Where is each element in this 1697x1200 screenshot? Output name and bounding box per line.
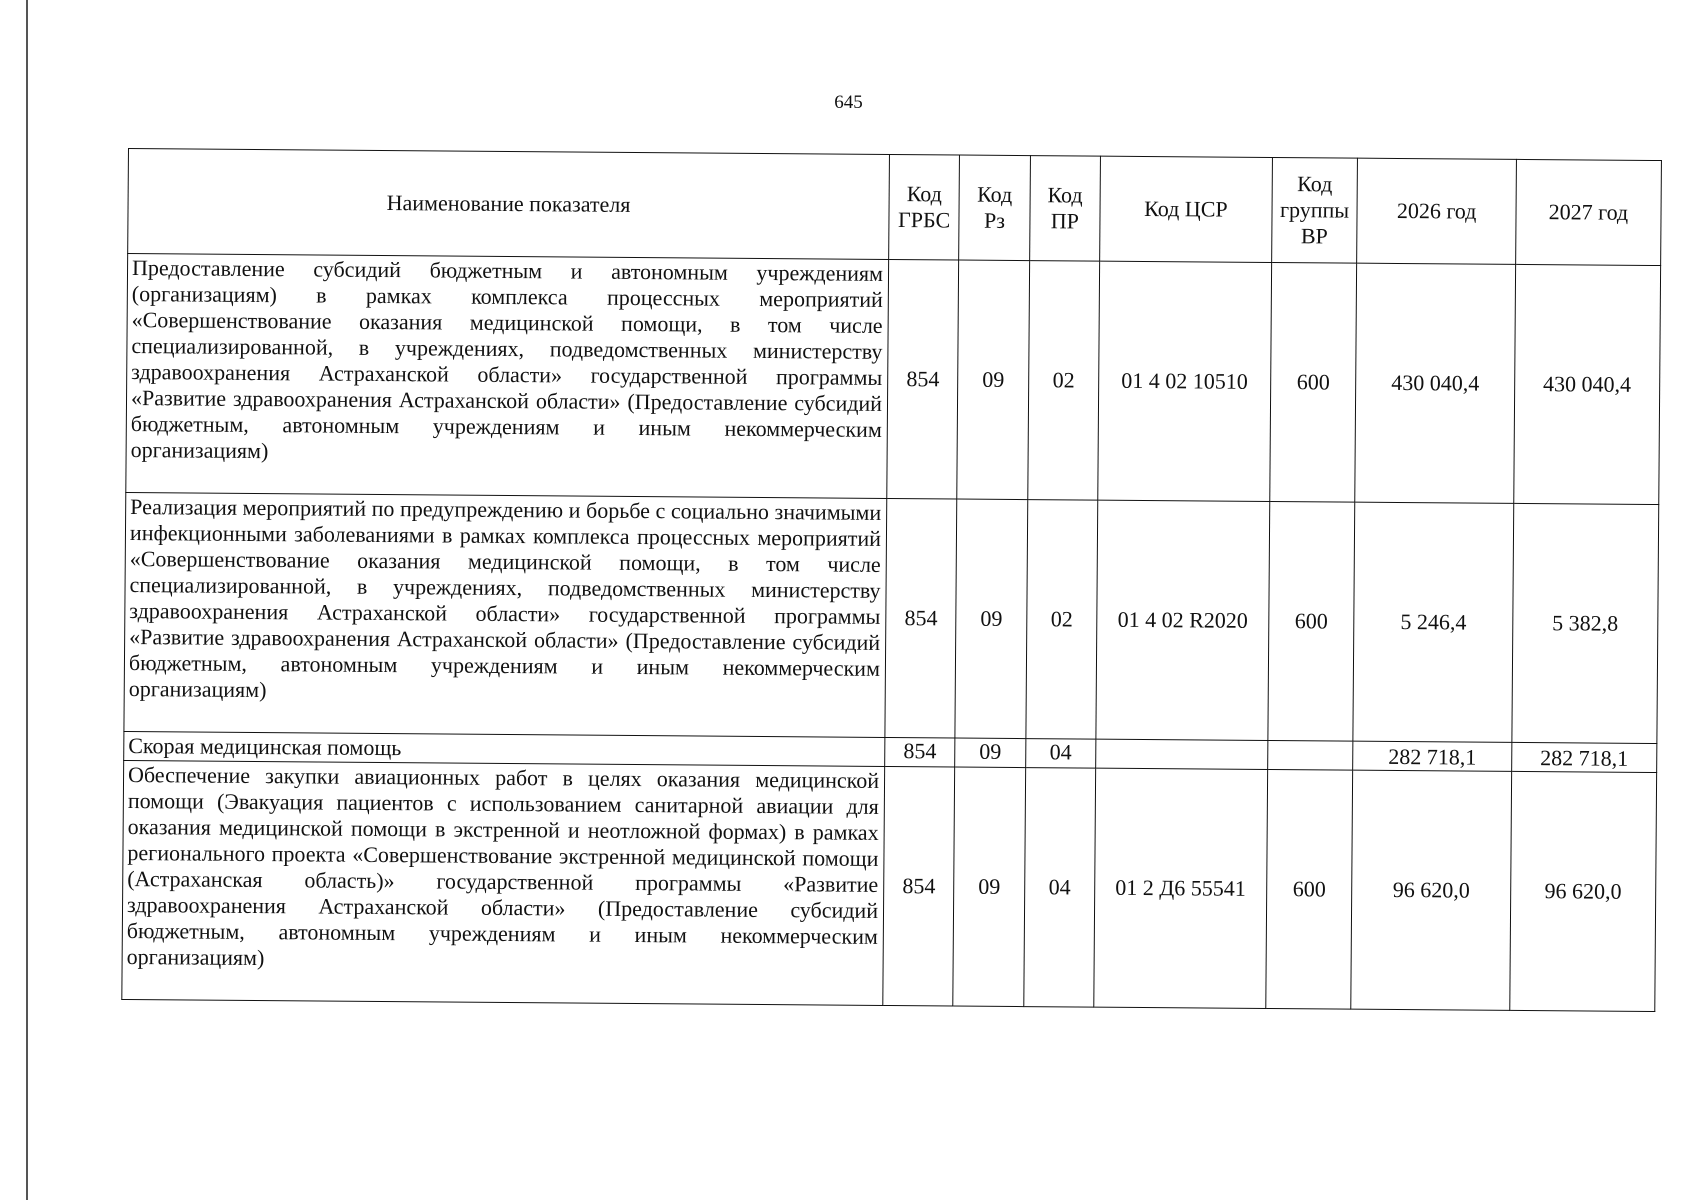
header-grbs: Код ГРБС	[889, 154, 960, 260]
row-grbs: 854	[887, 259, 959, 499]
header-row	[128, 149, 1662, 266]
row-csr: 01 4 02 10510	[1098, 261, 1271, 501]
row-name: Обеспечение закупки авиационных работ в целях оказания медицинской помощи (Эвакуация пациентов с использованием санитарной авиации для оказания медицинской помощи в экстренной и неотложной формах) в рамках регионального проекта «Совершенствование экстренной медицинской помощи (Астраханская область)» государственной программы «Развитие здравоохранения Астраханской области» (Предоставление субсидий бюджетным, автономным учреждениям и иным некоммерческим организациям)	[122, 760, 885, 1005]
row-vr: 600	[1268, 501, 1356, 741]
row-name: Предоставление субсидий бюджетным и автономным учреждениям (организациям) в рамках комплекса процессных мероприятий «Совершенствование оказания медицинской помощи, в том числе специализированной, в учреждениях, подведомственных министерству здравоохранения Астраханской области» государственной программы «Развитие здравоохранения Астраханской области» (Предоставление субсидий бюджетным, автономным учреждениям и иным некоммерческим организациям)	[126, 254, 889, 499]
header-2027: 2027 год	[1515, 159, 1661, 265]
row-rz: 09	[953, 767, 1025, 1007]
header-csr: Код ЦСР	[1100, 156, 1272, 262]
row-csr: 01 2 Д6 55541	[1094, 768, 1267, 1008]
row-vr: 600	[1269, 262, 1357, 502]
page-number: 645	[834, 92, 863, 113]
table-row	[126, 254, 1661, 505]
row-amount-2027: 5 382,8	[1512, 503, 1659, 743]
table-row	[122, 760, 1657, 1011]
binding-edge	[26, 0, 28, 1200]
row-vr	[1267, 740, 1353, 770]
row-csr	[1096, 739, 1268, 769]
header-rz: Код Рз	[959, 155, 1030, 261]
row-name: Реализация мероприятий по предупреждению и борьбе с социально значимыми инфекционными заболеваниями в рамках комплекса процессных мероприятий «Совершенствование оказания медицинской помощи, в том числе специализированной, в учреждениях, подведомственных министерству здравоохранения Астраханской области» государственной программы «Развитие здравоохранения Астраханской области» (Предоставление субсидий бюджетным, автономным учреждениям и иным некоммерческим организациям)	[124, 492, 887, 737]
row-pr: 02	[1028, 261, 1100, 501]
header-2026: 2026 год	[1357, 158, 1516, 264]
header-name: Наименование показателя	[128, 149, 890, 260]
row-amount-2026: 5 246,4	[1353, 502, 1513, 742]
row-pr: 02	[1026, 500, 1098, 740]
row-rz: 09	[955, 499, 1027, 739]
row-pr: 04	[1025, 739, 1096, 769]
row-pr: 04	[1024, 768, 1096, 1008]
row-name: Скорая медицинская помощь	[124, 731, 885, 766]
row-amount-2027: 282 718,1	[1511, 742, 1656, 772]
table-row	[124, 492, 1659, 743]
row-amount-2026: 430 040,4	[1355, 263, 1515, 503]
header-pr: Код ПР	[1029, 156, 1100, 262]
row-vr: 600	[1265, 769, 1353, 1009]
budget-table	[121, 148, 1662, 1012]
row-amount-2026: 96 620,0	[1351, 770, 1511, 1010]
row-grbs: 854	[883, 766, 955, 1006]
header-vr: Код группы ВР	[1271, 157, 1358, 263]
row-rz: 09	[955, 738, 1026, 768]
row-amount-2027: 430 040,4	[1514, 264, 1661, 504]
row-grbs: 854	[885, 737, 956, 767]
row-rz: 09	[957, 260, 1029, 500]
row-amount-2027: 96 620,0	[1510, 771, 1657, 1011]
row-grbs: 854	[885, 498, 957, 738]
budget-sheet	[121, 148, 1662, 1012]
row-amount-2026: 282 718,1	[1353, 741, 1512, 771]
row-csr: 01 4 02 R2020	[1096, 500, 1269, 740]
